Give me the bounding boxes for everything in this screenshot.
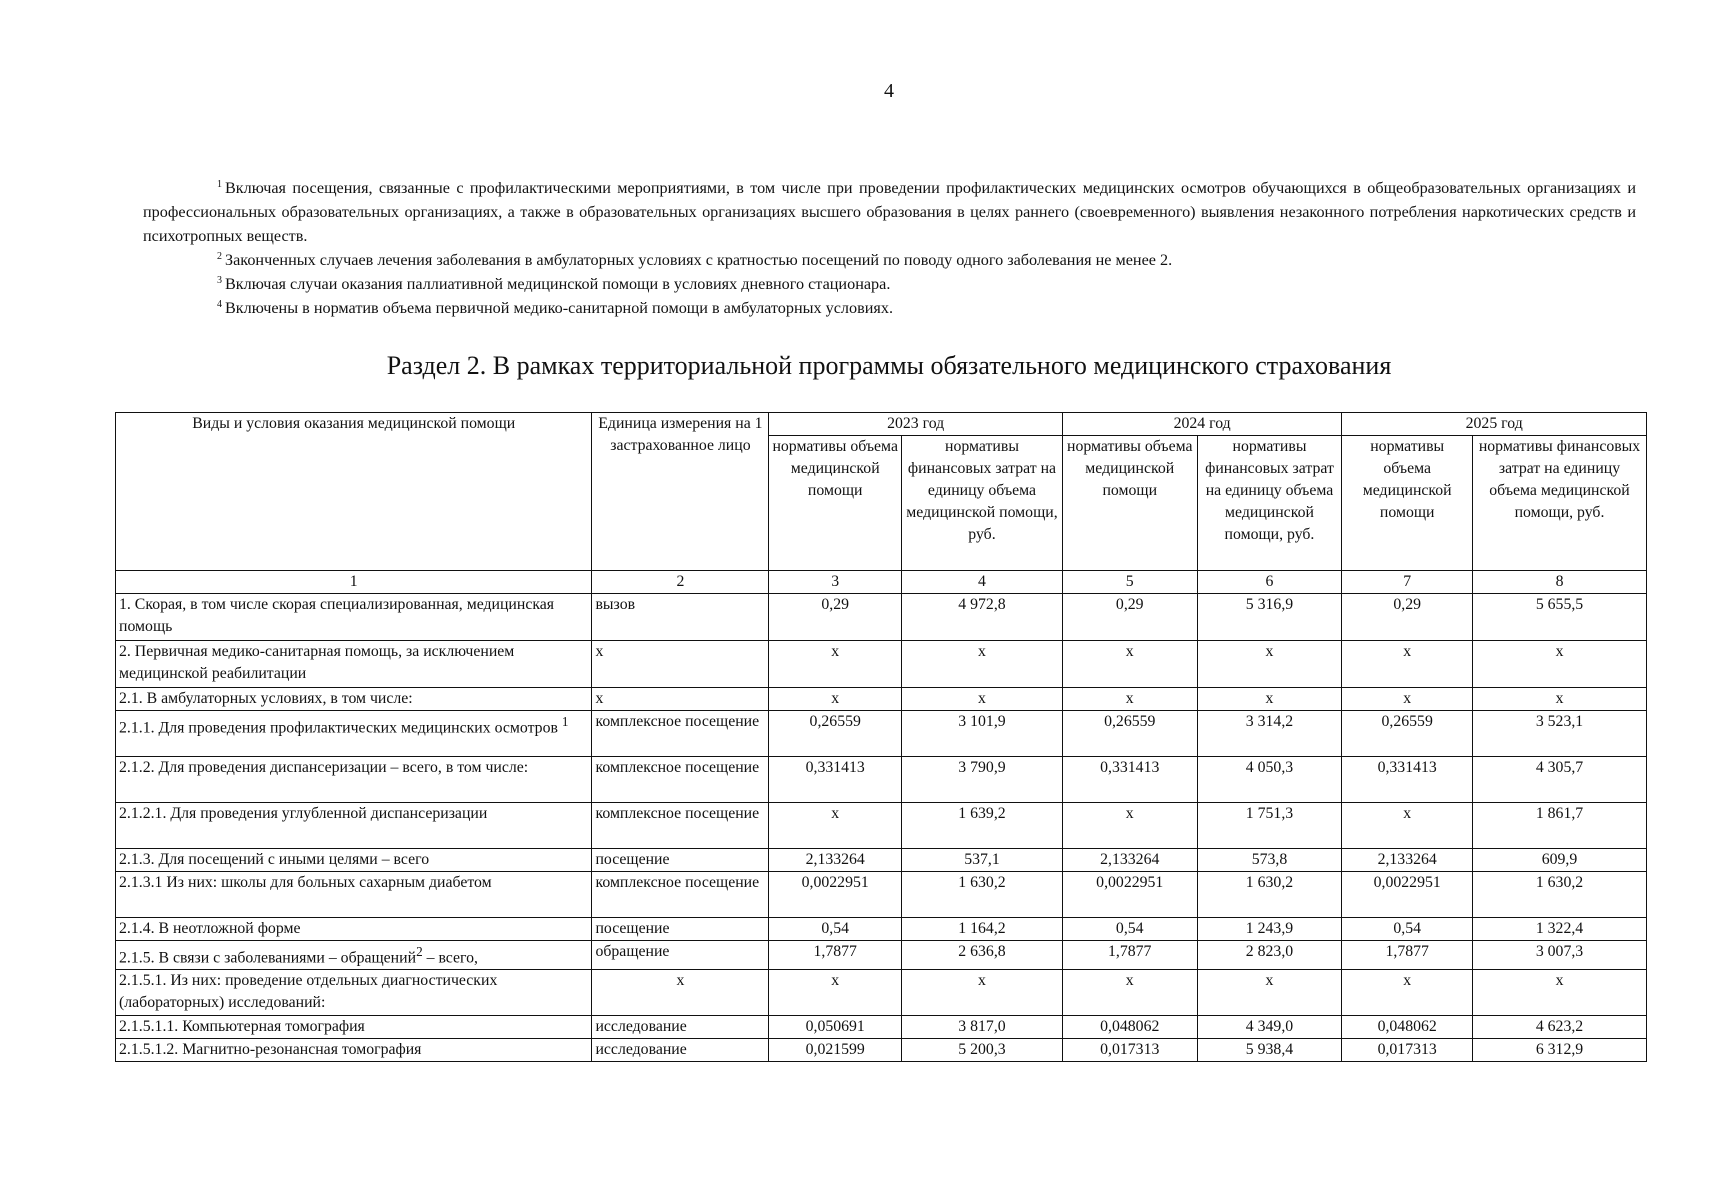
footnote-mark: 3 — [217, 275, 222, 286]
cell-volume-2023: х — [769, 803, 902, 849]
page-number: 4 — [884, 80, 894, 102]
cell-volume-2024: 2,133264 — [1062, 849, 1197, 872]
norms-table — [115, 412, 1647, 1062]
cell-volume-2023: 2,133264 — [769, 849, 902, 872]
cell-volume-2023: х — [769, 641, 902, 688]
column-number: 6 — [1197, 571, 1342, 594]
row-unit: посещение — [592, 918, 769, 941]
cell-volume-2025: 0,0022951 — [1342, 872, 1473, 918]
cell-cost-2024: 5 316,9 — [1197, 594, 1342, 641]
header-year-2023: 2023 год — [769, 413, 1063, 436]
cell-volume-2025: 0,331413 — [1342, 757, 1473, 803]
cell-volume-2024: 0,017313 — [1062, 1039, 1197, 1062]
section-title: Раздел 2. В рамках территориальной программы обязательного медицинского страхования — [386, 351, 1392, 380]
cell-volume-2024: х — [1062, 970, 1197, 1016]
footnote-text: Включая случаи оказания паллиативной медицинской помощи в условиях дневного стационара. — [225, 275, 891, 293]
footnote-2 — [143, 248, 1636, 272]
cell-cost-2024: 4 349,0 — [1197, 1016, 1342, 1039]
table-row — [116, 970, 1647, 1016]
header-row-years — [116, 413, 1647, 436]
row-unit: вызов — [592, 594, 769, 641]
header-volume: нормативы объема медицинской помощи — [1342, 436, 1473, 571]
cell-cost-2023: 2 636,8 — [902, 941, 1063, 970]
cell-volume-2023: 0,0022951 — [769, 872, 902, 918]
cell-volume-2024: х — [1062, 641, 1197, 688]
cell-cost-2023: 3 817,0 — [902, 1016, 1063, 1039]
cell-volume-2025: 0,54 — [1342, 918, 1473, 941]
cell-cost-2025: 3 523,1 — [1473, 711, 1647, 757]
column-number: 4 — [902, 571, 1063, 594]
cell-cost-2023: 4 972,8 — [902, 594, 1063, 641]
cell-volume-2023: 0,021599 — [769, 1039, 902, 1062]
header-unit: Единица измерения на 1 застрахованное лицо — [592, 413, 769, 571]
cell-volume-2025: х — [1342, 641, 1473, 688]
column-number: 3 — [769, 571, 902, 594]
row-name: 2.1.2.1. Для проведения углубленной диспансеризации — [116, 803, 592, 849]
cell-cost-2025: х — [1473, 688, 1647, 711]
cell-volume-2024: 0,54 — [1062, 918, 1197, 941]
footnote-1 — [143, 176, 1636, 248]
cell-volume-2023: 0,331413 — [769, 757, 902, 803]
cell-cost-2024: 5 938,4 — [1197, 1039, 1342, 1062]
cell-volume-2023: х — [769, 688, 902, 711]
row-unit: комплексное посещение — [592, 803, 769, 849]
row-unit: исследование — [592, 1039, 769, 1062]
cell-cost-2023: 1 164,2 — [902, 918, 1063, 941]
row-unit: комплексное посещение — [592, 757, 769, 803]
cell-cost-2023: х — [902, 970, 1063, 1016]
table-row — [116, 1039, 1647, 1062]
footnote-mark: 2 — [217, 251, 222, 262]
cell-cost-2024: 2 823,0 — [1197, 941, 1342, 970]
row-unit: х — [592, 970, 769, 1016]
cell-cost-2024: 573,8 — [1197, 849, 1342, 872]
footnote-3 — [143, 272, 1636, 296]
cell-volume-2024: х — [1062, 803, 1197, 849]
cell-cost-2023: 3 101,9 — [902, 711, 1063, 757]
cell-cost-2025: 1 322,4 — [1473, 918, 1647, 941]
cell-cost-2025: 4 305,7 — [1473, 757, 1647, 803]
cell-volume-2023: 0,050691 — [769, 1016, 902, 1039]
footnote-text: Законченных случаев лечения заболевания в амбулаторных условиях с кратностью посещений по поводу одного заболевания не менее 2. — [225, 251, 1173, 269]
cell-volume-2025: х — [1342, 803, 1473, 849]
cell-cost-2025: 609,9 — [1473, 849, 1647, 872]
row-unit: исследование — [592, 1016, 769, 1039]
header-volume: нормативы объема медицинской помощи — [769, 436, 902, 571]
footnote-mark: 1 — [217, 179, 222, 190]
row-name: 2.1.4. В неотложной форме — [116, 918, 592, 941]
row-name-text: 2.1.1. Для проведения профилактических медицинских осмотров — [119, 719, 558, 737]
cell-cost-2023: 1 630,2 — [902, 872, 1063, 918]
table-row — [116, 641, 1647, 688]
table-row — [116, 849, 1647, 872]
column-number: 2 — [592, 571, 769, 594]
table-row — [116, 941, 1647, 970]
row-unit: комплексное посещение — [592, 711, 769, 757]
cell-cost-2024: 4 050,3 — [1197, 757, 1342, 803]
cell-volume-2025: 0,26559 — [1342, 711, 1473, 757]
row-name: 2.1.3. Для посещений с иными целями – всего — [116, 849, 592, 872]
row-name: 2.1. В амбулаторных условиях, в том числе: — [116, 688, 592, 711]
table-row — [116, 757, 1647, 803]
row-name: 2.1.3.1 Из них: школы для больных сахарным диабетом — [116, 872, 592, 918]
cell-cost-2025: 1 630,2 — [1473, 872, 1647, 918]
row-name-tail: – всего, — [422, 949, 478, 967]
footnote-ref: 1 — [561, 714, 569, 729]
table-row — [116, 872, 1647, 918]
cell-volume-2025: 0,048062 — [1342, 1016, 1473, 1039]
cell-cost-2023: х — [902, 641, 1063, 688]
footnotes — [143, 176, 1636, 320]
cell-volume-2024: х — [1062, 688, 1197, 711]
footnote-ref: 2 — [416, 944, 423, 959]
row-unit: х — [592, 688, 769, 711]
row-unit: обращение — [592, 941, 769, 970]
cell-volume-2024: 0,0022951 — [1062, 872, 1197, 918]
cell-cost-2023: 1 639,2 — [902, 803, 1063, 849]
cell-volume-2025: х — [1342, 970, 1473, 1016]
cell-volume-2025: 2,133264 — [1342, 849, 1473, 872]
row-name: 2.1.5.1.1. Компьютерная томография — [116, 1016, 592, 1039]
cell-cost-2024: х — [1197, 688, 1342, 711]
column-number: 7 — [1342, 571, 1473, 594]
cell-volume-2024: 0,048062 — [1062, 1016, 1197, 1039]
cell-volume-2023: 0,54 — [769, 918, 902, 941]
header-cost: нормативы финансовых затрат на единицу объема медицинской помощи, руб. — [1197, 436, 1342, 571]
cell-cost-2024: 1 630,2 — [1197, 872, 1342, 918]
cell-volume-2025: х — [1342, 688, 1473, 711]
column-number: 8 — [1473, 571, 1647, 594]
table-row — [116, 594, 1647, 641]
row-name — [116, 941, 592, 970]
cell-volume-2024: 1,7877 — [1062, 941, 1197, 970]
cell-cost-2024: 3 314,2 — [1197, 711, 1342, 757]
row-unit: комплексное посещение — [592, 872, 769, 918]
cell-volume-2025: 0,29 — [1342, 594, 1473, 641]
cell-cost-2023: 5 200,3 — [902, 1039, 1063, 1062]
footnote-text: Включая посещения, связанные с профилактическими мероприятиями, в том числе при проведении профилактических медицинских осмотров обучающихся в общеобразовательных организациях и профессиональных образовательных организациях, а также в образовательных организациях высшего образования в целях раннего (своевременного) выявления незаконного потребления наркотических средств и психотропных веществ. — [143, 179, 1636, 245]
column-numbers-row — [116, 571, 1647, 594]
table-row — [116, 711, 1647, 757]
cell-cost-2024: 1 243,9 — [1197, 918, 1342, 941]
header-year-2025: 2025 год — [1342, 413, 1647, 436]
footnote-mark: 4 — [217, 299, 222, 310]
table-row — [116, 688, 1647, 711]
cell-cost-2024: х — [1197, 641, 1342, 688]
cell-volume-2023: 0,26559 — [769, 711, 902, 757]
table-row — [116, 803, 1647, 849]
cell-cost-2025: 6 312,9 — [1473, 1039, 1647, 1062]
row-name — [116, 711, 592, 757]
row-name: 2.1.5.1. Из них: проведение отдельных диагностических (лабораторных) исследований: — [116, 970, 592, 1016]
row-name-text: 2.1.5. В связи с заболеваниями – обращений — [119, 949, 417, 967]
cell-volume-2024: 0,29 — [1062, 594, 1197, 641]
cell-volume-2025: 0,017313 — [1342, 1039, 1473, 1062]
column-number: 5 — [1062, 571, 1197, 594]
table-row — [116, 918, 1647, 941]
row-name: 2.1.5.1.2. Магнитно-резонансная томография — [116, 1039, 592, 1062]
row-unit: посещение — [592, 849, 769, 872]
cell-volume-2024: 0,331413 — [1062, 757, 1197, 803]
header-cost: нормативы финансовых затрат на единицу объема медицинской помощи, руб. — [902, 436, 1063, 571]
cell-volume-2024: 0,26559 — [1062, 711, 1197, 757]
cell-cost-2023: 3 790,9 — [902, 757, 1063, 803]
cell-cost-2025: 5 655,5 — [1473, 594, 1647, 641]
cell-cost-2025: 4 623,2 — [1473, 1016, 1647, 1039]
header-cost: нормативы финансовых затрат на единицу объема медицинской помощи, руб. — [1473, 436, 1647, 571]
cell-cost-2025: 3 007,3 — [1473, 941, 1647, 970]
header-volume: нормативы объема медицинской помощи — [1062, 436, 1197, 571]
table-row — [116, 1016, 1647, 1039]
cell-cost-2024: 1 751,3 — [1197, 803, 1342, 849]
row-name: 2. Первичная медико-санитарная помощь, за исключением медицинской реабилитации — [116, 641, 592, 688]
cell-cost-2025: х — [1473, 970, 1647, 1016]
cell-volume-2025: 1,7877 — [1342, 941, 1473, 970]
cell-cost-2024: х — [1197, 970, 1342, 1016]
footnote-text: Включены в норматив объема первичной медико-санитарной помощи в амбулаторных условиях. — [225, 299, 893, 317]
cell-volume-2023: 0,29 — [769, 594, 902, 641]
row-name: 2.1.2. Для проведения диспансеризации – всего, в том числе: — [116, 757, 592, 803]
row-name: 1. Скорая, в том числе скорая специализированная, медицинская помощь — [116, 594, 592, 641]
header-type: Виды и условия оказания медицинской помощи — [116, 413, 592, 571]
footnote-4 — [143, 296, 1636, 320]
header-year-2024: 2024 год — [1062, 413, 1341, 436]
column-number: 1 — [116, 571, 592, 594]
row-unit: х — [592, 641, 769, 688]
cell-volume-2023: х — [769, 970, 902, 1016]
cell-volume-2023: 1,7877 — [769, 941, 902, 970]
cell-cost-2023: 537,1 — [902, 849, 1063, 872]
cell-cost-2025: 1 861,7 — [1473, 803, 1647, 849]
cell-cost-2025: х — [1473, 641, 1647, 688]
cell-cost-2023: х — [902, 688, 1063, 711]
